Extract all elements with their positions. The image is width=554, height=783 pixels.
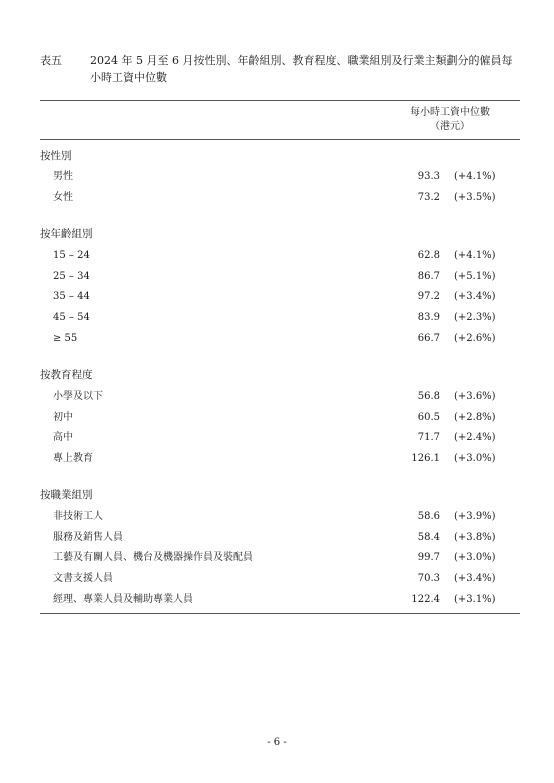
table-row [40,311,520,325]
table-row [40,170,520,184]
row-value: 58.6 [417,511,440,522]
row-label: 經理、專業人員及輔助專業人員 [53,594,193,605]
row-label: 15 – 24 [53,250,90,261]
row-change: (+3.0%) [454,552,496,563]
row-value: 122.4 [411,594,440,605]
table-row [40,249,520,263]
row-change: (+3.1%) [454,594,496,605]
table-row [40,290,520,304]
row-value: 99.7 [417,552,440,563]
row-label: 專上教育 [53,453,93,464]
column-header [380,106,520,134]
table-row [40,572,520,586]
section-heading-education: 按教育程度 [40,369,93,381]
row-value: 126.1 [411,453,440,464]
row-change: (+3.9%) [454,511,496,522]
table-row [40,390,520,404]
row-label: 女性 [53,192,73,203]
row-change: (+3.6%) [454,391,496,402]
column-header-title: 每小時工資中位數 [410,107,490,118]
table-row [40,510,520,524]
row-value: 71.7 [417,432,440,443]
row-change: (+3.0%) [454,453,496,464]
table-row [40,411,520,425]
row-value: 83.9 [417,312,440,323]
page-number: - 6 - [267,737,287,748]
section-heading-occupation: 按職業組別 [40,489,93,501]
row-value: 70.3 [417,573,440,584]
row-change: (+3.4%) [454,573,496,584]
table-row [40,531,520,545]
row-label: 高中 [53,432,73,443]
row-label: 初中 [53,412,73,423]
row-change: (+3.5%) [454,192,496,203]
row-label: 文書支援人員 [53,573,113,584]
row-value: 93.3 [417,171,440,182]
row-value: 73.2 [417,192,440,203]
row-change: (+3.8%) [454,532,496,543]
column-header-unit: （港元） [430,121,470,132]
row-change: (+2.4%) [454,432,496,443]
table-label: 表五 [40,54,62,67]
row-label: 25 – 34 [53,271,90,282]
header-rule [40,139,520,140]
table-row [40,431,520,445]
row-change: (+3.4%) [454,291,496,302]
row-label: 男性 [53,171,73,182]
row-value: 97.2 [417,291,440,302]
row-change: (+4.1%) [454,250,496,261]
row-label: ≥ 55 [53,333,78,344]
row-label: 工藝及有關人員、機台及機器操作員及裝配員 [53,552,253,563]
row-label: 非技術工人 [53,511,103,522]
row-value: 58.4 [417,532,440,543]
bottom-rule [40,613,520,614]
section-heading-age: 按年齡組別 [40,228,93,240]
row-change: (+2.8%) [454,412,496,423]
row-change: (+4.1%) [454,171,496,182]
section-heading-gender: 按性別 [40,150,72,162]
row-label: 小學及以下 [53,391,103,402]
table-title: 2024 年 5 月至 6 月按性別、年齡組別、教育程度、職業組別及行業主類劃分的僱員每小時工資中位數 [90,54,513,84]
table-row [40,452,520,466]
table-row [40,551,520,565]
row-label: 45 – 54 [53,312,90,323]
row-value: 86.7 [417,271,440,282]
table-row [40,270,520,284]
top-rule [40,100,520,101]
row-label: 35 – 44 [53,291,90,302]
row-change: (+2.6%) [454,333,496,344]
row-change: (+5.1%) [454,271,496,282]
row-change: (+2.3%) [454,312,496,323]
table-row [40,332,520,346]
table-row [40,191,520,205]
row-value: 62.8 [417,250,440,261]
row-value: 60.5 [417,412,440,423]
row-value: 66.7 [417,333,440,344]
table-row [40,593,520,607]
row-value: 56.8 [417,391,440,402]
row-label: 服務及銷售人員 [53,532,123,543]
